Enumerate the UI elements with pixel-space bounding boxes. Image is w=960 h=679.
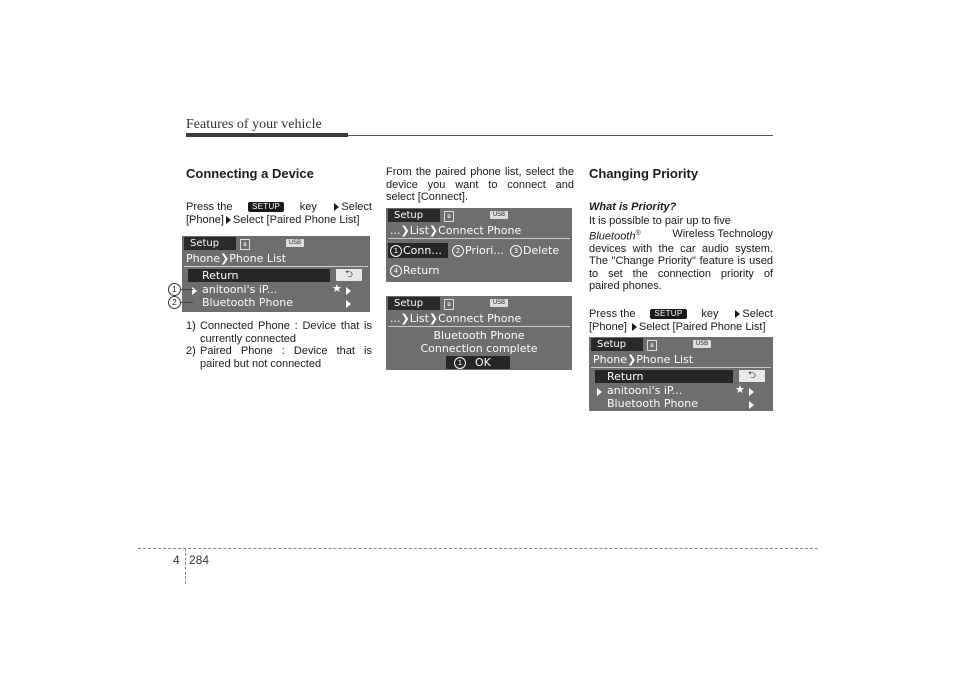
usb-icon: USB bbox=[693, 340, 711, 348]
section-heading-priority: Changing Priority bbox=[589, 166, 699, 181]
col1-instruction bbox=[186, 201, 372, 226]
path-divider bbox=[388, 326, 570, 327]
col2-intro bbox=[386, 166, 574, 204]
number-4-icon: 4 bbox=[390, 265, 402, 277]
callout-1: 1 bbox=[168, 283, 181, 296]
list-number: 2) bbox=[186, 345, 196, 357]
arrow-right-icon bbox=[749, 388, 754, 396]
setup-tab: Setup bbox=[184, 237, 236, 250]
arrow-right-icon bbox=[346, 300, 351, 308]
screen-phone-list bbox=[182, 236, 370, 312]
number-2-icon: 2 bbox=[452, 245, 464, 257]
setup-tab: Setup bbox=[591, 338, 643, 351]
list-item-2-line1: Paired Phone : Device that is bbox=[200, 345, 372, 357]
bluetooth-word: Bluetooth bbox=[589, 230, 636, 243]
list-item-1-line2: currently connected bbox=[200, 332, 296, 345]
col3-line: devices with the car audio system. bbox=[589, 242, 773, 255]
paired-phone-item-1[interactable]: anitooni's iP... bbox=[607, 384, 683, 397]
key-text: key bbox=[701, 308, 719, 320]
setup-key-icon: SETUP bbox=[248, 202, 284, 212]
return-item[interactable]: Return bbox=[202, 269, 239, 282]
menu-connect[interactable]: 1 Conn... bbox=[390, 244, 442, 257]
path-divider bbox=[591, 367, 771, 368]
screen-connect-menu bbox=[386, 208, 572, 282]
select-paired-text: Select [Paired Phone List] bbox=[232, 213, 360, 226]
arrow-right-icon bbox=[334, 203, 339, 211]
col2-line: select [Connect]. bbox=[386, 191, 468, 203]
header-rule bbox=[186, 133, 348, 137]
back-icon[interactable]: ⮌ bbox=[739, 370, 765, 382]
screen-phone-list-2 bbox=[589, 337, 773, 411]
return-item[interactable]: Return bbox=[607, 370, 644, 383]
screen-path: Phone❯Phone List bbox=[593, 353, 694, 366]
paired-phone-item-1[interactable]: anitooni's iP... bbox=[202, 283, 278, 296]
col3-line: It is possible to pair up to five bbox=[589, 215, 731, 227]
usb-icon: USB bbox=[490, 211, 508, 219]
ok-label: 1 OK bbox=[454, 356, 491, 369]
list-item-1-line1: Connected Phone : Device that is bbox=[200, 320, 372, 332]
screen-top-bar bbox=[386, 296, 572, 310]
col3-line: paired phones. bbox=[589, 280, 662, 293]
star-icon: ★ bbox=[735, 383, 745, 396]
list-number: 1) bbox=[186, 320, 196, 332]
message-line-2: Connection complete bbox=[420, 342, 538, 355]
usb-icon: USB bbox=[286, 239, 304, 247]
select-paired-text: Select [Paired Phone List] bbox=[638, 320, 766, 333]
arrow-right-icon bbox=[749, 401, 754, 409]
bluetooth-icon: ʙ bbox=[240, 239, 250, 250]
callout-line bbox=[181, 302, 193, 303]
section-heading-connecting: Connecting a Device bbox=[186, 166, 314, 181]
page-header-title: Features of your vehicle bbox=[186, 117, 322, 132]
setup-key-icon: SETUP bbox=[650, 309, 686, 319]
bluetooth-icon: ʙ bbox=[444, 299, 454, 310]
col2-line: From the paired phone list, select the bbox=[386, 166, 574, 178]
col3-instruction bbox=[589, 308, 773, 333]
screen-top-bar bbox=[386, 208, 572, 222]
press-text: Press the bbox=[186, 201, 233, 213]
path-divider bbox=[184, 266, 368, 267]
setup-tab: Setup bbox=[388, 209, 440, 222]
list-item-2-line2: paired but not connected bbox=[200, 357, 322, 370]
header-rule-thin bbox=[348, 135, 773, 136]
number-1-icon: 1 bbox=[454, 357, 466, 369]
col3-paragraph bbox=[589, 215, 773, 293]
col1-list bbox=[186, 320, 372, 370]
screen-path: ...❯List❯Connect Phone bbox=[390, 312, 522, 325]
screen-top-bar bbox=[589, 337, 773, 351]
select-text: Select bbox=[341, 201, 372, 213]
menu-delete[interactable]: 3 Delete bbox=[510, 244, 559, 257]
star-icon: ★ bbox=[332, 282, 342, 295]
message-line-1: Bluetooth Phone bbox=[433, 329, 525, 342]
col3-line: to set the connection priority of bbox=[589, 267, 773, 280]
back-icon[interactable]: ⮌ bbox=[336, 269, 362, 281]
bluetooth-icon: ʙ bbox=[647, 340, 657, 351]
key-text: key bbox=[299, 201, 317, 213]
arrow-right-icon bbox=[226, 216, 231, 224]
screen-connection-complete bbox=[386, 296, 572, 370]
screen-path: ...❯List❯Connect Phone bbox=[390, 224, 522, 237]
paired-phone-item-2[interactable]: Bluetooth Phone bbox=[202, 296, 293, 309]
col3-line: Wireless Technology bbox=[672, 227, 773, 240]
phone-text: [Phone] bbox=[589, 320, 627, 333]
usb-icon: USB bbox=[490, 299, 508, 307]
page-number: 284 bbox=[189, 553, 210, 567]
callout-2: 2 bbox=[168, 296, 181, 309]
screen-top-bar bbox=[182, 236, 370, 250]
footer-dashed-rule bbox=[138, 548, 818, 549]
arrow-right-icon bbox=[346, 287, 351, 295]
path-divider bbox=[388, 238, 570, 239]
play-icon bbox=[597, 388, 602, 396]
setup-tab: Setup bbox=[388, 297, 440, 310]
chapter-number: 4 bbox=[173, 553, 180, 567]
select-text: Select bbox=[742, 308, 773, 320]
arrow-right-icon bbox=[735, 310, 740, 318]
col2-line: device you want to connect and bbox=[386, 178, 574, 191]
press-text: Press the bbox=[589, 308, 636, 320]
bluetooth-icon: ʙ bbox=[444, 211, 454, 222]
screen-path: Phone❯Phone List bbox=[186, 252, 287, 265]
phone-text: [Phone] bbox=[186, 213, 224, 226]
number-3-icon: 3 bbox=[510, 245, 522, 257]
paired-phone-item-2[interactable]: Bluetooth Phone bbox=[607, 397, 698, 410]
registered-mark: ® bbox=[635, 229, 641, 237]
footer-dashed-divider bbox=[185, 548, 186, 584]
callout-line bbox=[181, 289, 193, 290]
menu-priority[interactable]: 2 Priori... bbox=[452, 244, 504, 257]
arrow-right-icon bbox=[632, 323, 637, 331]
number-1-icon: 1 bbox=[390, 245, 402, 257]
col3-line: The "Change Priority" feature is used bbox=[589, 255, 773, 268]
menu-return[interactable]: 4 Return bbox=[390, 264, 440, 277]
subheading-what-is-priority: What is Priority? bbox=[589, 201, 677, 213]
